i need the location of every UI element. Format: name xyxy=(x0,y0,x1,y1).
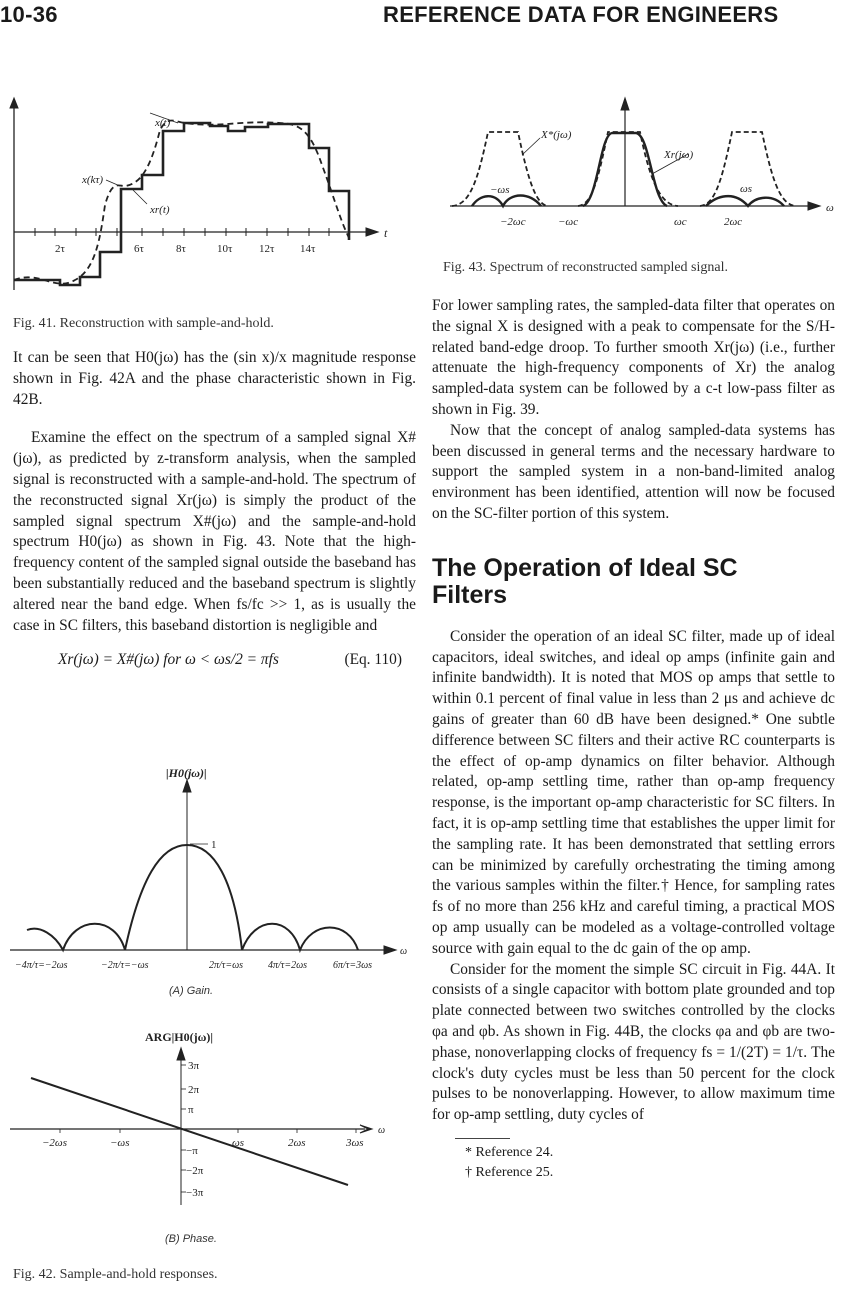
footnote: † Reference 25. xyxy=(465,1164,554,1180)
paragraph: For lower sampling rates, the sampled-data filter that operates on the signal X is designed with a peak to compensate for the S/H-related band-edge droop. To further smooth Xr(jω) (i.e., further attenuate the high-frequency components of Xr) the analog sampled-data system can be followed by a c-t low-pass filter as shown in Fig. 39. xyxy=(432,297,835,418)
tick-label: 8τ xyxy=(176,243,186,255)
paragraph: It can be seen that H0(jω) has the (sin x)/x magnitude response shown in Fig. 42A and the phase characteristic shown in Fig. 42B. xyxy=(13,349,416,408)
tick-label: 3π xyxy=(188,1060,200,1072)
figure-43-caption: Fig. 43. Spectrum of reconstructed sampled signal. xyxy=(443,260,728,275)
paragraph: Consider the operation of an ideal SC filter, made up of ideal capacitors, ideal switches, and ideal op amps (infinite gain and infinite bandwidth). It is noted that MOS op amps that settle to within 0.1 percent of final value in less than 2 μs and achieve dc gains of greater than 60 dB have been designed.* One subtle difference between SC filters and their active RC counterparts is the effect of op-amp dynamics on filter behavior. Although related, op-amp settling time, rather than op-amp frequency response, is the important op-amp characteristic for SC filters. In fact, it is op-amp settling time that establishes the upper limit for the sampling rate. It has been demonstrated that settling errors can be minimized by carefully orchestrating the timing among the various samples within the filter.† Hence, for sampling rates fs of no more than 256 kHz and careful timing, a practical MOS op amp usually can be modeled as a voltage-controlled voltage source with gain equal to the dc gain of the op amp. xyxy=(432,627,835,957)
tick-label: 10τ xyxy=(217,243,233,255)
tick-label: ωc xyxy=(674,216,687,228)
footnote: * Reference 24. xyxy=(465,1144,554,1160)
label-t-axis: t xyxy=(384,226,388,240)
tick-label: 2π/τ=ωs xyxy=(209,960,244,971)
tick-label: −π xyxy=(186,1145,198,1157)
tick-label: −3π xyxy=(186,1187,204,1199)
tick-label: 6π/τ=3ωs xyxy=(333,960,373,971)
tick-label: −ωs xyxy=(110,1137,130,1149)
section-heading: The Operation of Ideal SC Filters xyxy=(432,553,738,609)
equation-110: Xr(jω) = X#(jω) for ω < ωs/2 = πfs xyxy=(58,651,279,669)
label-xstar: X*(jω) xyxy=(541,129,572,141)
gain-subcaption: (A) Gain. xyxy=(169,985,214,997)
figure-42-caption: Fig. 42. Sample-and-hold responses. xyxy=(13,1267,218,1282)
tick-label: π xyxy=(188,1104,194,1116)
running-title: REFERENCE DATA FOR ENGINEERS xyxy=(383,2,779,27)
label-x-kt: x(kτ) xyxy=(82,174,104,186)
label-neg-ws: −ωs xyxy=(490,184,510,196)
tick-label: −ωc xyxy=(558,216,579,228)
tick-label: ωs xyxy=(232,1137,245,1149)
right-text-column xyxy=(432,296,835,1183)
phase-omega-label: ω xyxy=(378,1125,386,1136)
tick-label: 4π/τ=2ωs xyxy=(268,960,308,971)
figure-41-caption: Fig. 41. Reconstruction with sample-and-hold. xyxy=(13,316,274,331)
label-x-t: x(t) xyxy=(155,117,171,129)
tick-label: 2π xyxy=(188,1084,200,1096)
gain-y-label: |H0(jω)| xyxy=(166,766,207,780)
tick-label: 6τ xyxy=(134,243,144,255)
page-number: 10-36 xyxy=(0,2,58,27)
tick-label: −2ωs xyxy=(42,1137,67,1149)
label-xr-t: xr(t) xyxy=(150,204,170,216)
tick-label: 2τ xyxy=(55,243,65,255)
label-xr: Xr(jω) xyxy=(664,149,694,161)
phase-y-label: ARG|H0(jω)| xyxy=(145,1030,214,1044)
tick-label: 12τ xyxy=(259,243,275,255)
paragraph: Consider for the moment the simple SC circuit in Fig. 44A. It consists of a single capacitor with bottom plate grounded and top plate connected between two switches controlled by the clocks φa and φb. As shown in Fig. 44B, the clocks φa and φb are two-phase, nonoverlapping clocks of frequency fs = 1/(2T) = 1/τ. The clock's duty cycles must be less than 50 percent for the clock pulses to be nonoverlapping. However, to allow maximum time for op-amp settling, duty cycles of xyxy=(432,960,835,1124)
tick-label: 2ωc xyxy=(724,216,743,228)
gain-peak-label: 1 xyxy=(211,839,217,851)
phase-subcaption: (B) Phase. xyxy=(165,1233,217,1245)
label-omega: ω xyxy=(826,202,834,214)
gain-omega-label: ω xyxy=(400,946,408,957)
tick-label: 14τ xyxy=(300,243,316,255)
tick-label: −4π/τ=−2ωs xyxy=(15,960,68,971)
tick-label: −2π xyxy=(186,1165,204,1177)
tick-label: −2π/τ=−ωs xyxy=(101,960,149,971)
equation-number: (Eq. 110) xyxy=(344,651,402,669)
tick-label: 2ωs xyxy=(288,1137,306,1149)
tick-label: 3ωs xyxy=(346,1137,364,1149)
paragraph: Now that the concept of analog sampled-data systems has been discussed in general terms and the necessary hardware to support the sampled system in a non-band-limited analog environment has been identified, attention will now be focused on the SC-filter portion of this system. xyxy=(432,421,835,522)
label-ws: ωs xyxy=(740,183,753,195)
paragraph: Examine the effect on the spectrum of a sampled signal X#(jω), as predicted by z-transform analysis, when the sampled signal is reconstructed with a sample-and-hold. The spectrum of the reconstructed signal Xr(jω) is simply the product of the sampled signal spectrum X#(jω) and the sample-and-hold spectrum H0(jω) as shown in Fig. 43. Note that the high-frequency content of the sampled signal outside the baseband has been substantially reduced and the baseband spectrum is slightly altered near the band edge. When fs/fc >> 1, as is usually the case in SC filters, this baseband distortion is negligible and xyxy=(13,429,416,634)
tick-label: −2ωc xyxy=(500,216,526,228)
